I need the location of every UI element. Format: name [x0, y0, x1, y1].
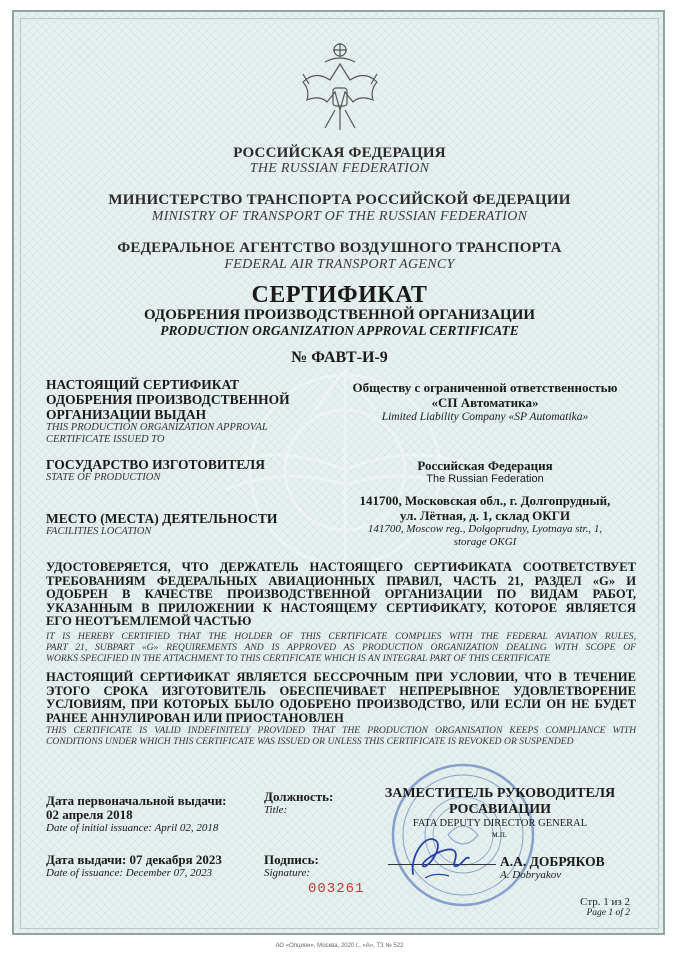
- initial-issue-value-ru: 02 апреля 2018: [46, 807, 133, 822]
- validity-ru-line-1: НАСТОЯЩИЙ СЕРТИФИКАТ ЯВЛЯЕТСЯ БЕССРОЧНЫМ ПРИ УСЛОВИИ, ЧТО В ТЕЧЕНИЕ: [46, 670, 636, 684]
- location-label: [46, 511, 306, 538]
- validity-ru-line-3: УСЛОВИЯМ, ПРИ КОТОРЫХ БЫЛО ОДОБРЕНО ПРОИЗВОДСТВО, ИЛИ ЕСЛИ ОН НЕ БУДЕТ: [46, 697, 636, 711]
- certificate-subtitle-en: PRODUCTION ORGANIZATION APPROVAL CERTIFICATE: [160, 323, 519, 338]
- certification-statement: [46, 561, 636, 664]
- certification-ru-line-2: ТРЕБОВАНИЯМ ФЕДЕРАЛЬНЫХ АВИАЦИОННЫХ ПРАВИЛ, ЧАСТЬ 21, РАЗДЕЛ «G» И: [46, 573, 636, 588]
- location-value: [320, 493, 650, 549]
- state-label-ru: ГОСУДАРСТВО ИЗГОТОВИТЕЛЯ: [46, 457, 265, 472]
- signatory-name-en: A. Dobryakov: [500, 869, 562, 881]
- certification-en-line-3: WORKS SPECIFIED IN THE ATTACHMENT TO THIS CERTIFICATE WHICH IS AN INTEGRAL PART OF THIS CERTIFICATE: [46, 652, 551, 664]
- certification-ru-line-4: УКАЗАННЫМ В ПРИЛОЖЕНИИ К НАСТОЯЩЕМУ СЕРТИФИКАТУ, КОТОРОЕ ЯВЛЯЕТСЯ: [46, 600, 636, 615]
- page-indicator-en: Page 1 of 2: [586, 908, 630, 918]
- issued-to-label-en-2: CERTIFICATE ISSUED TO: [46, 434, 165, 445]
- signature-label-en: Signature:: [264, 867, 311, 879]
- coat-of-arms-icon: [295, 40, 385, 135]
- handwritten-signature-icon: [405, 826, 475, 886]
- agency-name-en: FEDERAL AIR TRANSPORT AGENCY: [224, 257, 455, 272]
- company-name-ru-2: «СП Автоматика»: [431, 395, 539, 410]
- position-en: FATA DEPUTY DIRECTOR GENERAL: [412, 818, 588, 829]
- issued-to-label-ru-3: ОРГАНИЗАЦИИ ВЫДАН: [46, 407, 207, 422]
- state-value-ru: Российская Федерация: [417, 458, 553, 473]
- location-value-en-1: 141700, Moscow reg., Dolgoprudny, Lyotnaya str., 1,: [367, 523, 603, 535]
- location-value-ru-1: 141700, Московская обл., г. Долгопрудный,: [359, 493, 611, 508]
- issue-date-en: Date of issuance: December 07, 2023: [46, 867, 213, 879]
- serial-number: 003261: [308, 881, 365, 897]
- agency-name-ru: ФЕДЕРАЛЬНОЕ АГЕНТСТВО ВОЗДУШНОГО ТРАНСПОРТА: [117, 240, 562, 256]
- position-label-ru: Должность:: [264, 789, 334, 804]
- country-name-en: THE RUSSIAN FEDERATION: [249, 161, 430, 176]
- country-name-ru: РОССИЙСКАЯ ФЕДЕРАЦИЯ: [233, 145, 446, 161]
- signature-label-ru: Подпись:: [264, 852, 319, 867]
- issued-to-label-en-1: THIS PRODUCTION ORGANIZATION APPROVAL: [46, 422, 268, 433]
- certification-en-line-1: IT IS HEREBY CERTIFIED THAT THE HOLDER OF THIS CERTIFICATE COMPLIES WITH THE FEDERAL AVIATION RULES,: [46, 630, 636, 642]
- stamp-place-mark: м.п.: [492, 829, 508, 839]
- company-name-ru-1: Обществу с ограниченной ответственностью: [352, 380, 618, 395]
- state-label: [46, 457, 306, 484]
- company-name-en: Limited Liability Company «SP Automatika»: [381, 411, 589, 423]
- location-label-ru: МЕСТО (МЕСТА) ДЕЯТЕЛЬНОСТИ: [46, 511, 278, 526]
- state-label-en: STATE OF PRODUCTION: [46, 472, 161, 483]
- location-value-ru-2: ул. Лётная, д. 1, склад ОКГИ: [399, 508, 571, 523]
- location-value-en-2: storage OKGI: [453, 536, 517, 548]
- issued-to-label-ru-1: НАСТОЯЩИЙ СЕРТИФИКАТ: [46, 377, 240, 392]
- page-indicator: [540, 896, 630, 919]
- page-indicator-ru: Стр. 1 из 2: [580, 896, 630, 908]
- signatory-name-ru: А.А. ДОБРЯКОВ: [500, 854, 605, 869]
- validity-ru-line-4: РАНЕЕ АННУЛИРОВАН ИЛИ ПРИОСТАНОВЛЕН: [46, 710, 344, 725]
- certificate-subtitle-ru: ОДОБРЕНИЯ ПРОИЗВОДСТВЕННОЙ ОРГАНИЗАЦИИ: [143, 307, 536, 323]
- initial-issue-label-ru: Дата первоначальной выдачи:: [46, 793, 227, 808]
- position-value: [360, 786, 640, 830]
- validity-ru-line-2: ЭТОГО СРОКА ИЗГОТОВИТЕЛЬ ОБЕСПЕЧИВАЕТ НЕПРЕРЫВНОЕ УДОВЛЕТВОРЕНИЕ: [46, 683, 636, 698]
- ministry-name-en: MINISTRY OF TRANSPORT OF THE RUSSIAN FEDERATION: [151, 209, 528, 224]
- issued-to-label: [46, 377, 306, 446]
- validity-en-line-2: CONDITIONS UNDER WHICH THIS CERTIFICATE WAS ISSUED OR UNLESS THIS CERTIFICATE IS REVOKED OR SUSPENDED: [46, 736, 574, 747]
- certificate-title: СЕРТИФИКАТ: [251, 282, 428, 308]
- issued-to-value: [320, 380, 650, 424]
- ministry-name-ru: МИНИСТЕРСТВО ТРАНСПОРТА РОССИЙСКОЙ ФЕДЕРАЦИИ: [108, 192, 571, 208]
- certification-en-line-2: PART 21, SUBPART «G» REQUIREMENTS AND IS APPROVED AS PRODUCTION ORGANIZATION DEALING WITH SCOPE OF: [46, 641, 636, 653]
- issue-date-ru: Дата выдачи: 07 декабря 2023: [46, 852, 222, 867]
- location-label-en: FACILITIES LOCATION: [46, 526, 152, 537]
- position-ru-2: РОСАВИАЦИИ: [448, 802, 552, 817]
- initial-issue-en: Date of initial issuance: April 02, 2018: [46, 822, 219, 834]
- state-value-en: The Russian Federation: [426, 473, 544, 485]
- printer-footer: АО «Опцион», Москва, 2020 г., «А», ТЗ № 522: [275, 943, 404, 949]
- position-label-en: Title:: [264, 804, 288, 816]
- state-value: [320, 458, 650, 486]
- certification-ru-line-5: ЕГО НЕОТЪЕМЛЕМОЙ ЧАСТЬЮ: [46, 614, 252, 628]
- certification-ru-line-1: УДОСТОВЕРЯЕТСЯ, ЧТО ДЕРЖАТЕЛЬ НАСТОЯЩЕГО СЕРТИФИКАТА СООТВЕТСТВУЕТ: [46, 560, 636, 574]
- position-ru-1: ЗАМЕСТИТЕЛЬ РУКОВОДИТЕЛЯ: [384, 786, 616, 801]
- validity-statement: [46, 671, 636, 747]
- certification-ru-line-3: ОДОБРЕН В КАЧЕСТВЕ ПРОИЗВОДСТВЕННОЙ ОРГАНИЗАЦИИ ПО ВИДАМ РАБОТ,: [46, 587, 636, 601]
- issued-to-label-ru-2: ОДОБРЕНИЯ ПРОИЗВОДСТВЕННОЙ: [46, 392, 290, 407]
- certificate-number: № ФАВТ-И-9: [291, 349, 388, 366]
- validity-en-line-1: THIS CERTIFICATE IS VALID INDEFINITELY PROVIDED THAT THE PRODUCTION ORGANISATION KEEPS COMPLIANCE WITH: [46, 725, 636, 736]
